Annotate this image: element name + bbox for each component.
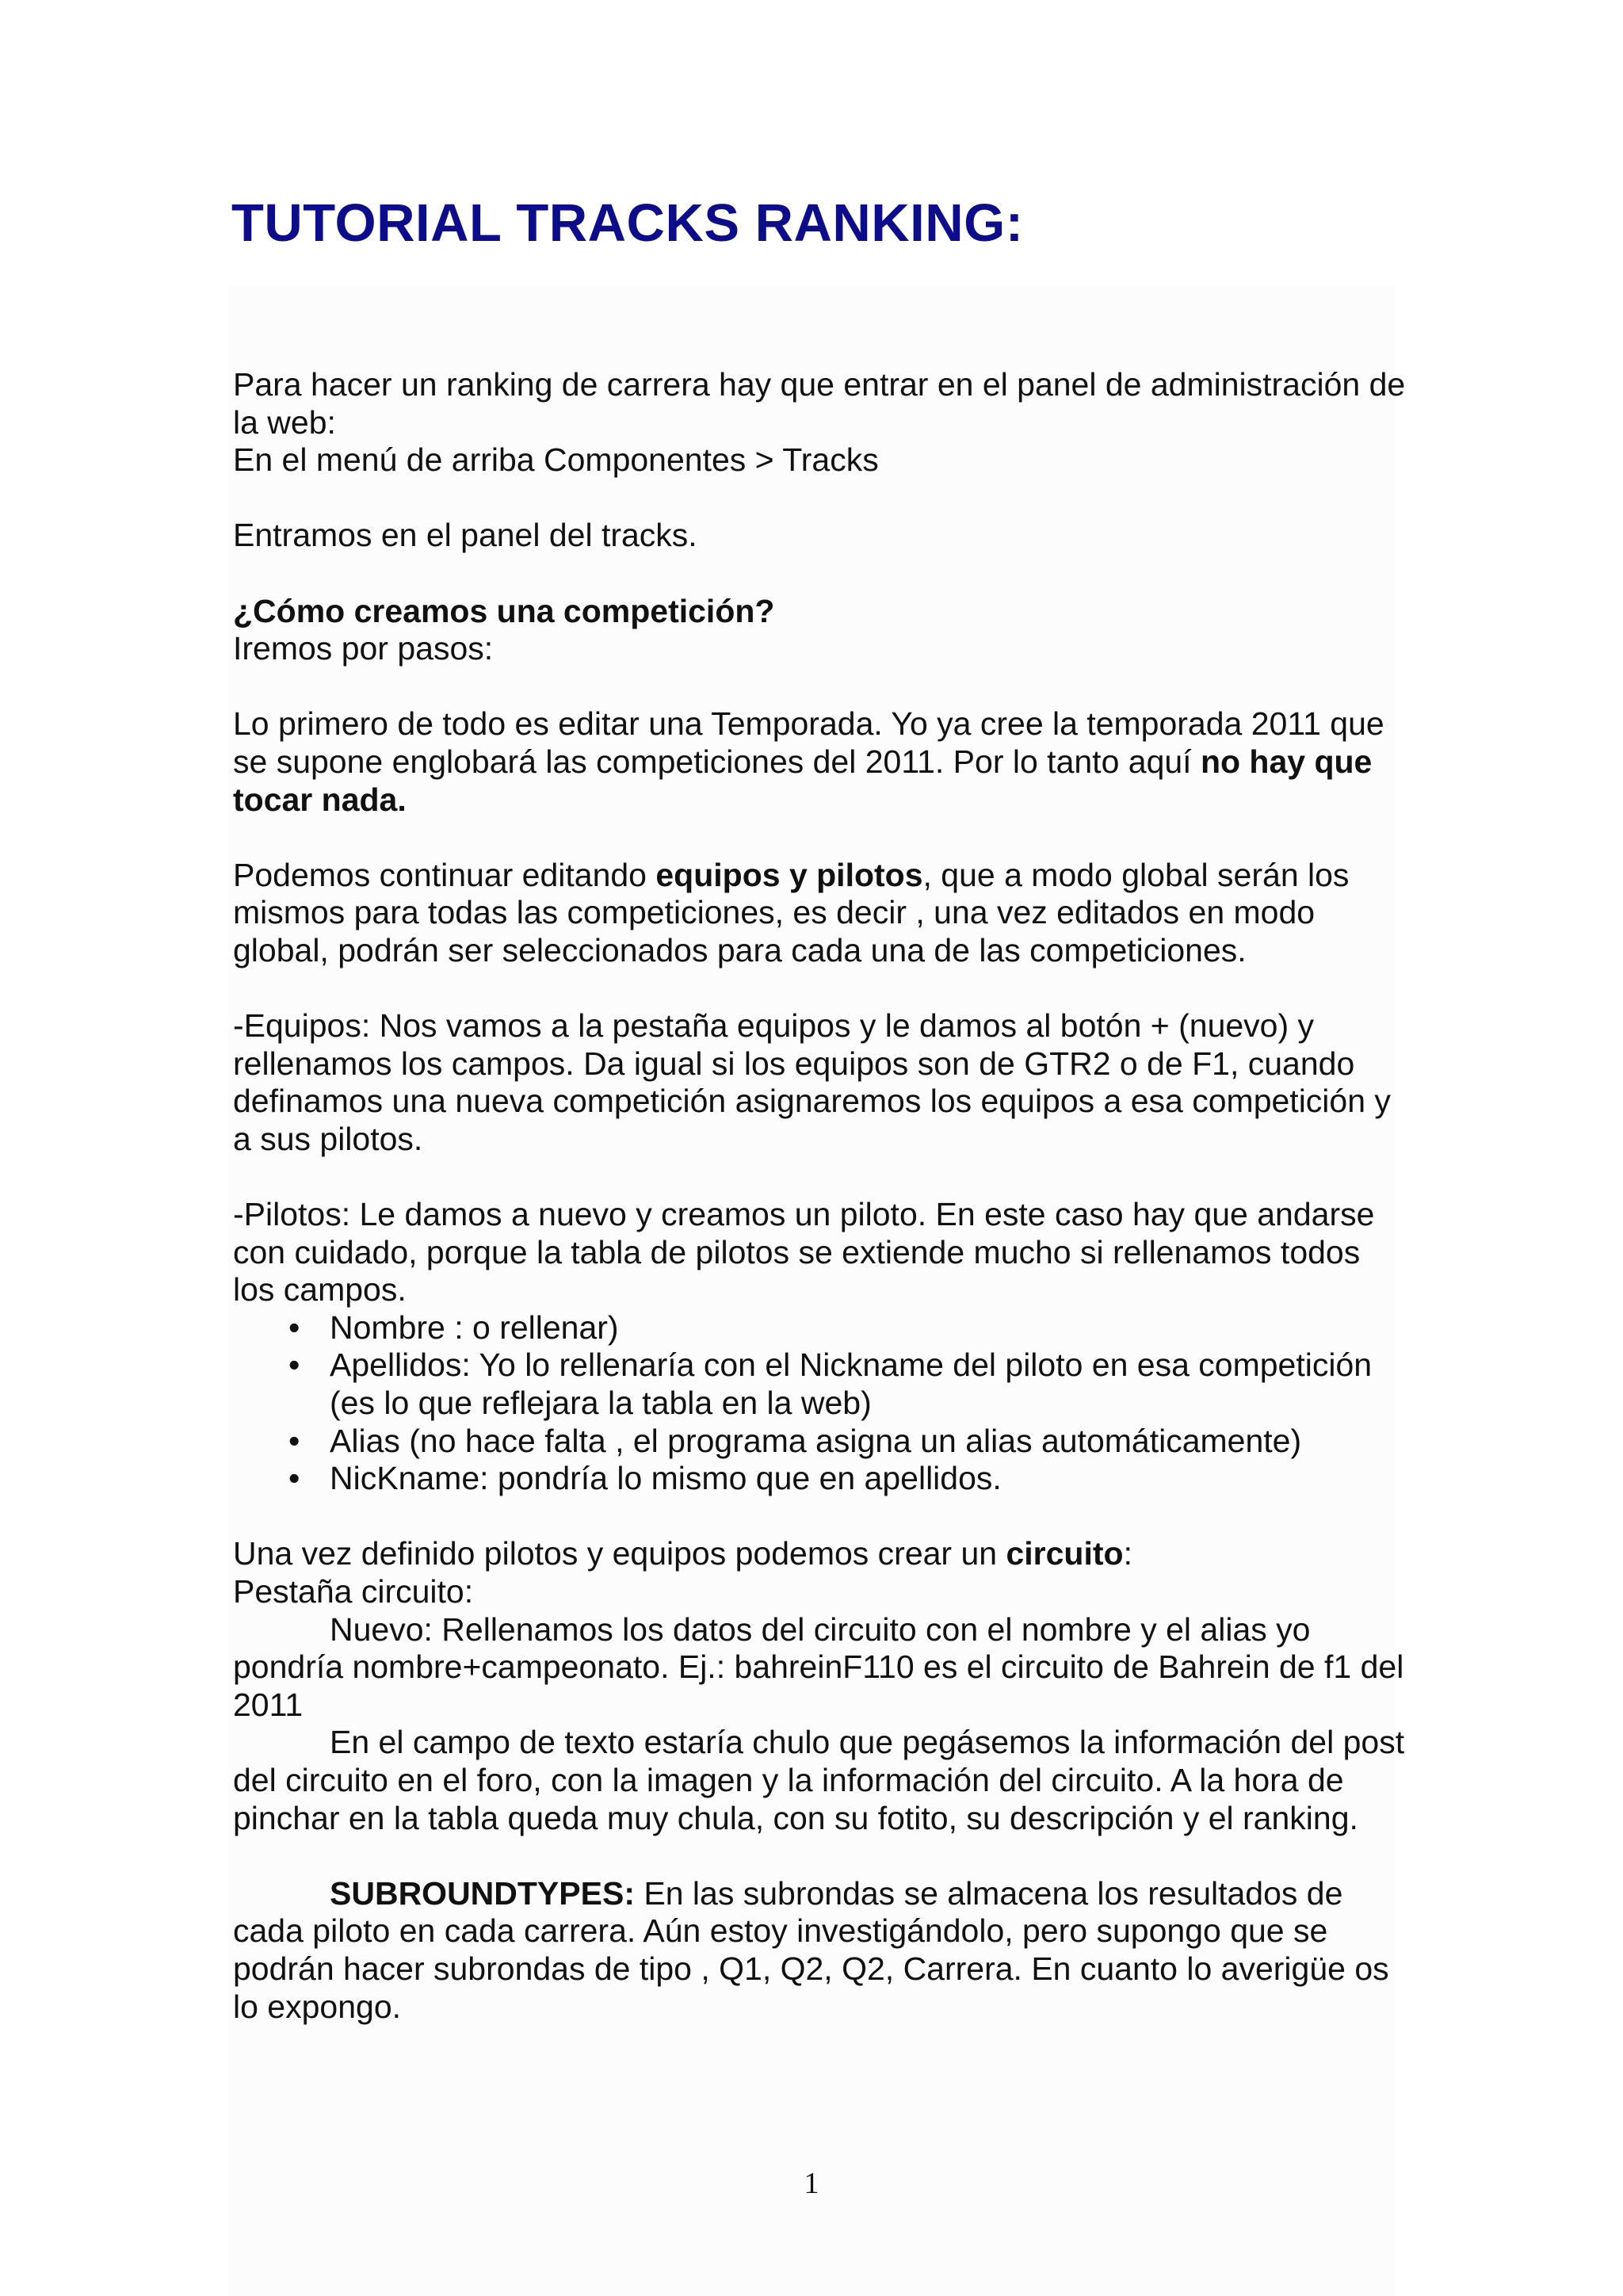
intro-line-1: Para hacer un ranking de carrera hay que entrar en el panel de administración de la web: xyxy=(233,366,1406,441)
teams-drivers-bold: equipos y pilotos xyxy=(655,856,923,893)
paragraph-subroundtypes xyxy=(233,1875,1406,2026)
paragraph-intro xyxy=(233,366,1406,479)
paragraph-teams: -Equipos: Nos vamos a la pestaña equipos y le damos al botón + (nuevo) y rellenamos los campos. Da igual si los equipos son de GTR2 o de F1, cuando definamos una nueva competición asignaremos los equipos a esa competición y a sus pilotos. xyxy=(233,1007,1391,1157)
paragraph-how-to xyxy=(233,593,1406,668)
list-item xyxy=(233,1423,1406,1461)
document-body xyxy=(233,366,1406,2064)
bullet-icon: • xyxy=(288,1460,300,1497)
page-number: 1 xyxy=(804,2167,819,2200)
teams-drivers-post: , que a modo global serán los mismos para todas las competiciones, es decir , una vez editados en modo global, podrán ser seleccionados para cada una de las competiciones. xyxy=(233,856,1350,968)
paragraph-drivers: -Pilotos: Le damos a nuevo y creamos un piloto. En este caso hay que andarse con cuidado, porque la tabla de pilotos se extiende mucho si rellenamos todos los campos. xyxy=(233,1196,1375,1308)
paragraph-season xyxy=(233,705,1406,819)
list-item-text: NicKname: pondría lo mismo que en apellidos. xyxy=(330,1460,1002,1497)
circuit-bold: circuito xyxy=(1006,1535,1124,1572)
subroundtypes-heading: SUBROUNDTYPES: xyxy=(330,1874,635,1912)
paragraph-circuit-new: Nuevo: Rellenamos los datos del circuito con el nombre y el alias yo pondría nombre+campeonato. Ej.: bahreinF110 es el circuito de Bahrein de f1 del 2011 xyxy=(233,1610,1404,1723)
list-item xyxy=(233,1460,1406,1498)
circuit-tab-label: Pestaña circuito: xyxy=(233,1573,474,1610)
circuit-pre: Una vez definido pilotos y equipos podemos crear un xyxy=(233,1535,1006,1572)
season-bold: no hay que tocar nada. xyxy=(233,743,1373,818)
driver-fields-list xyxy=(233,1309,1406,1498)
teams-drivers-pre: Podemos continuar editando xyxy=(233,856,656,893)
list-item xyxy=(233,1309,1406,1347)
season-text: Lo primero de todo es editar una Temporada. Yo ya cree la temporada 2011 que se supone englobará las competiciones del 2011. Por lo tanto aquí xyxy=(233,705,1384,780)
subroundtypes-text: En las subrondas se almacena los resultados de cada piloto en cada carrera. Aún estoy investigándolo, pero supongo que se podrán hacer subrondas de tipo , Q1, Q2, Q2, Carrera. En cuanto lo averigüe os lo expongo. xyxy=(233,1874,1389,2025)
circuit-post: : xyxy=(1123,1535,1132,1572)
intro-line-2: En el menú de arriba Componentes > Tracks xyxy=(233,441,879,479)
paragraph-panel: Entramos en el panel del tracks. xyxy=(233,517,697,554)
document-title: TUTORIAL TRACKS RANKING: xyxy=(231,193,1024,253)
list-item-text: Nombre : o rellenar) xyxy=(330,1308,619,1346)
bullet-icon: • xyxy=(288,1308,300,1346)
section-heading: ¿Cómo creamos una competición? xyxy=(233,592,775,629)
paragraph-circuit-text-field: En el campo de texto estaría chulo que pegásemos la información del post del circuito en el foro, con la imagen y la información del circuito. A la hora de pinchar en la tabla queda muy chula, con su fotito, su descripción y el ranking. xyxy=(233,1724,1405,1836)
bullet-icon: • xyxy=(288,1347,300,1384)
paragraph-circuit xyxy=(233,1535,1406,1610)
list-item xyxy=(233,1347,1406,1422)
paragraph-teams-drivers xyxy=(233,857,1406,970)
steps-intro: Iremos por pasos: xyxy=(233,630,494,667)
bullet-icon: • xyxy=(288,1422,300,1459)
list-item-text: Apellidos: Yo lo rellenaría con el Nickname del piloto en esa competición (es lo que reflejara la tabla en la web) xyxy=(330,1347,1373,1422)
list-item-text: Alias (no hace falta , el programa asigna un alias automáticamente) xyxy=(330,1422,1302,1459)
